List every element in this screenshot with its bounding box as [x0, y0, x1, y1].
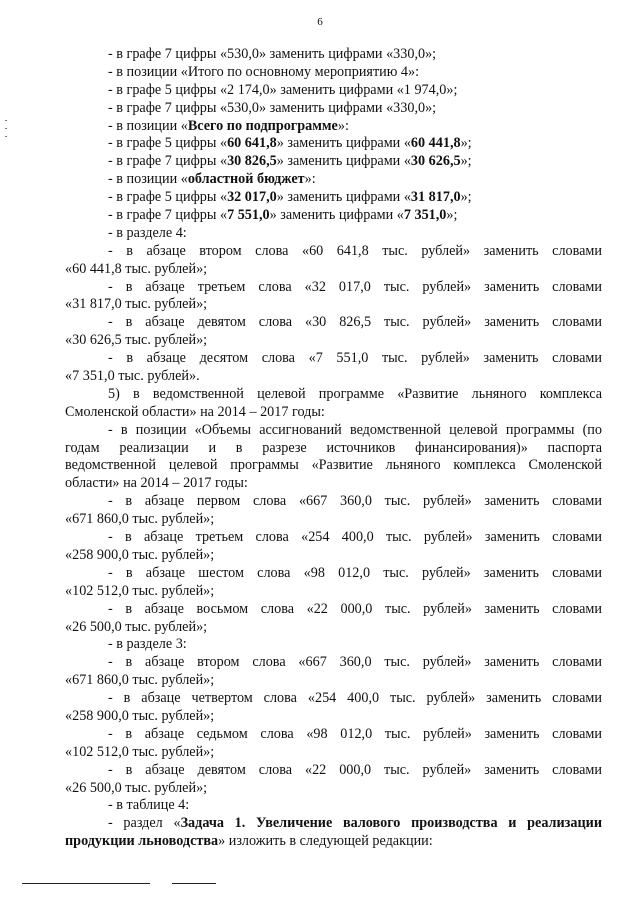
text-line: - в разделе 4: — [108, 224, 187, 241]
text-line: «31 817,0 тыс. рублей»; — [65, 296, 208, 313]
text-line: продукции льноводства» изложить в следующей редакции: — [65, 833, 433, 850]
footer-rule — [172, 883, 216, 884]
text-line: - в абзаце седьмом слова «98 012,0 тыс. рублей» заменить словами — [108, 725, 602, 742]
footer-rule — [22, 883, 150, 884]
text-line: - в абзаце первом слова «667 360,0 тыс. рублей» заменить словами — [108, 493, 602, 510]
text-line: - в разделе 3: — [108, 636, 187, 653]
margin-mark — [5, 128, 7, 129]
margin-mark — [5, 136, 7, 137]
text-line: ведомственной целевой программы «Развитие льняного комплекса Смоленской — [65, 457, 602, 474]
text-line: «26 500,0 тыс. рублей»; — [65, 618, 208, 635]
text-line: - в графе 7 цифры «530,0» заменить цифрами «330,0»; — [108, 99, 437, 116]
text-line: «671 860,0 тыс. рублей»; — [65, 672, 215, 689]
text-line: - в абзаце девятом слова «22 000,0 тыс. рублей» заменить словами — [108, 761, 602, 778]
text-line: - в графе 7 цифры «530,0» заменить цифрами «330,0»; — [108, 46, 437, 62]
text-line: - в графе 5 цифры «2 174,0» заменить цифрами «1 974,0»; — [108, 81, 458, 98]
text-line: - в графе 5 цифры «32 017,0» заменить цифрами «31 817,0»; — [108, 189, 472, 206]
text-line: «102 512,0 тыс. рублей»; — [65, 582, 215, 599]
text-line: - в позиции «Объемы ассигнований ведомственной целевой программы (по — [108, 421, 602, 438]
text-line: - в графе 7 цифры «7 551,0» заменить цифрами «7 351,0»; — [108, 207, 458, 224]
page-number: 6 — [317, 16, 323, 28]
margin-mark — [5, 120, 7, 121]
text-line: - в абзаце третьем слова «254 400,0 тыс. рублей» заменить словами — [108, 529, 602, 546]
text-line: Смоленской области» на 2014 – 2017 годы: — [65, 403, 325, 420]
text-line: - в позиции «Итого по основному мероприятию 4»: — [108, 63, 420, 80]
text-line: - в абзаце восьмом слова «22 000,0 тыс. рублей» заменить словами — [108, 600, 602, 617]
text-line: - в абзаце втором слова «60 641,8 тыс. рублей» заменить словами — [108, 242, 602, 259]
text-line: - в графе 5 цифры «60 641,8» заменить цифрами «60 441,8»; — [108, 135, 472, 152]
document-body — [65, 46, 602, 851]
text-line: «7 351,0 тыс. рублей». — [65, 368, 200, 385]
text-line: 5) в ведомственной целевой программе «Развитие льняного комплекса — [108, 385, 602, 402]
text-line: области» на 2014 – 2017 годы: — [65, 475, 248, 492]
text-line: - в абзаце третьем слова «32 017,0 тыс. рублей» заменить словами — [108, 278, 602, 295]
text-line: «671 860,0 тыс. рублей»; — [65, 511, 215, 528]
text-line: «26 500,0 тыс. рублей»; — [65, 779, 208, 796]
text-line: - в абзаце четвертом слова «254 400,0 тыс. рублей» заменить словами — [108, 690, 602, 707]
text-line: - в абзаце шестом слова «98 012,0 тыс. рублей» заменить словами — [108, 564, 602, 581]
text-line: годам реализации и в разрезе источников финансирования)» паспорта — [65, 439, 602, 456]
text-line: «30 626,5 тыс. рублей»; — [65, 332, 208, 349]
text-line: «258 900,0 тыс. рублей»; — [65, 707, 215, 724]
text-line: - в позиции «областной бюджет»: — [108, 171, 316, 188]
text-line: - в абзаце десятом слова «7 551,0 тыс. рублей» заменить словами — [108, 350, 602, 367]
text-line: «258 900,0 тыс. рублей»; — [65, 546, 215, 563]
text-line: «102 512,0 тыс. рублей»; — [65, 743, 215, 760]
text-line: - в графе 7 цифры «30 826,5» заменить цифрами «30 626,5»; — [108, 153, 472, 170]
text-line: - в позиции «Всего по подпрограмме»: — [108, 117, 349, 134]
text-line: «60 441,8 тыс. рублей»; — [65, 260, 208, 277]
text-line: - в абзаце втором слова «667 360,0 тыс. рублей» заменить словами — [108, 654, 602, 671]
text-line: - в абзаце девятом слова «30 826,5 тыс. рублей» заменить словами — [108, 314, 602, 331]
text-line: - в таблице 4: — [108, 797, 190, 814]
text-line: - раздел «Задача 1. Увеличение валового производства и реализации — [108, 815, 602, 832]
